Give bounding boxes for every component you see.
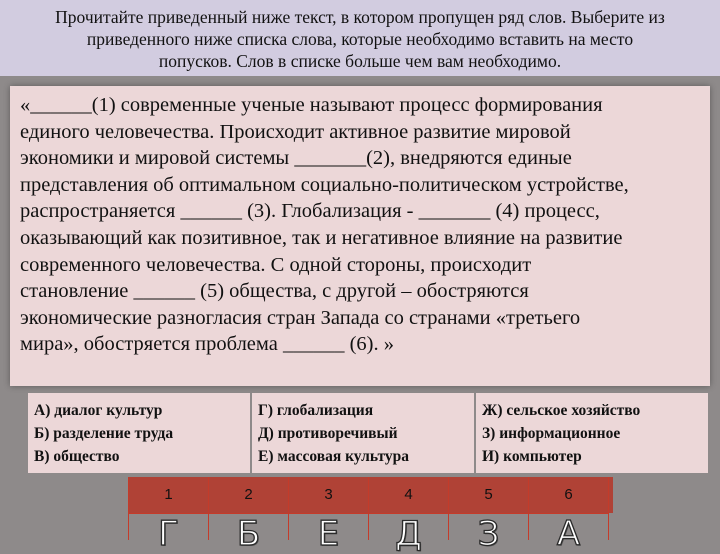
answer-number: 6 [529,477,608,514]
word-options-table [28,393,708,473]
passage-line: современного человечества. С одной стороны, происходит [20,253,532,276]
instruction-line: попусков. Слов в списке больше чем вам необходимо. [158,51,562,71]
answer-table [128,477,613,554]
passage-line: единого человечества. Происходит активное развитие мировой [20,120,571,143]
answer-cell-5 [449,477,529,554]
passage-line: экономики и мировой системы _______(2), внедряются единые [20,147,572,170]
instruction-line: Прочитайте приведенный ниже текст, в котором пропущен ряд слов. Выберите из [55,7,665,27]
answer-cell-6 [529,477,609,554]
answer-letter: Г [158,514,179,554]
answer-letter: А [556,514,581,554]
option-g: Г) глобализация [258,402,374,419]
option-zh: Ж) сельское хозяйство [482,402,641,419]
task-instruction [0,0,720,76]
passage-line: экономические разногласия стран Запада со странами «третьего [20,306,581,329]
answer-cell-4 [369,477,449,554]
option-d: Д) противоречивый [258,425,398,442]
answer-number: 5 [449,477,528,514]
answer-letter: З [477,514,500,554]
answer-number: 2 [209,477,288,514]
option-e: Е) массовая культура [258,448,409,465]
answer-number: 3 [289,477,368,514]
options-column-1 [28,393,250,473]
passage-line: мира», обостряется проблема ______ (6). » [20,333,394,356]
passage-line: становление ______ (5) общества, с другой – обостряются [20,280,529,303]
answer-letter: Д [395,514,422,554]
option-z: З) информационное [482,425,621,442]
option-b: Б) разделение труда [34,425,174,442]
option-v: В) общество [34,448,120,465]
answer-cell-3 [289,477,369,554]
passage-line: оказывающий как позитивное, так и негативное влияние на развитие [20,226,623,249]
answer-number: 4 [369,477,448,514]
passage-line: распространяется ______ (3). Глобализация - _______ (4) процесс, [20,200,600,223]
passage-text [10,86,710,386]
answer-letter: Б [236,514,261,554]
options-column-2 [252,393,474,473]
option-i: И) компьютер [482,448,582,465]
answer-cell-1 [129,477,209,554]
answer-cell-2 [209,477,289,554]
instruction-line: приведенного ниже списка слова, которые необходимо вставить на место [86,29,634,49]
option-a: А) диалог культур [34,402,163,419]
options-column-3 [476,393,708,473]
answer-letter: Е [317,514,340,554]
passage-line: представления об оптимальном социально-политическом устройстве, [20,173,629,196]
passage-line: «______(1) современные ученые называют процесс формирования [20,94,603,116]
answer-number: 1 [129,477,208,514]
